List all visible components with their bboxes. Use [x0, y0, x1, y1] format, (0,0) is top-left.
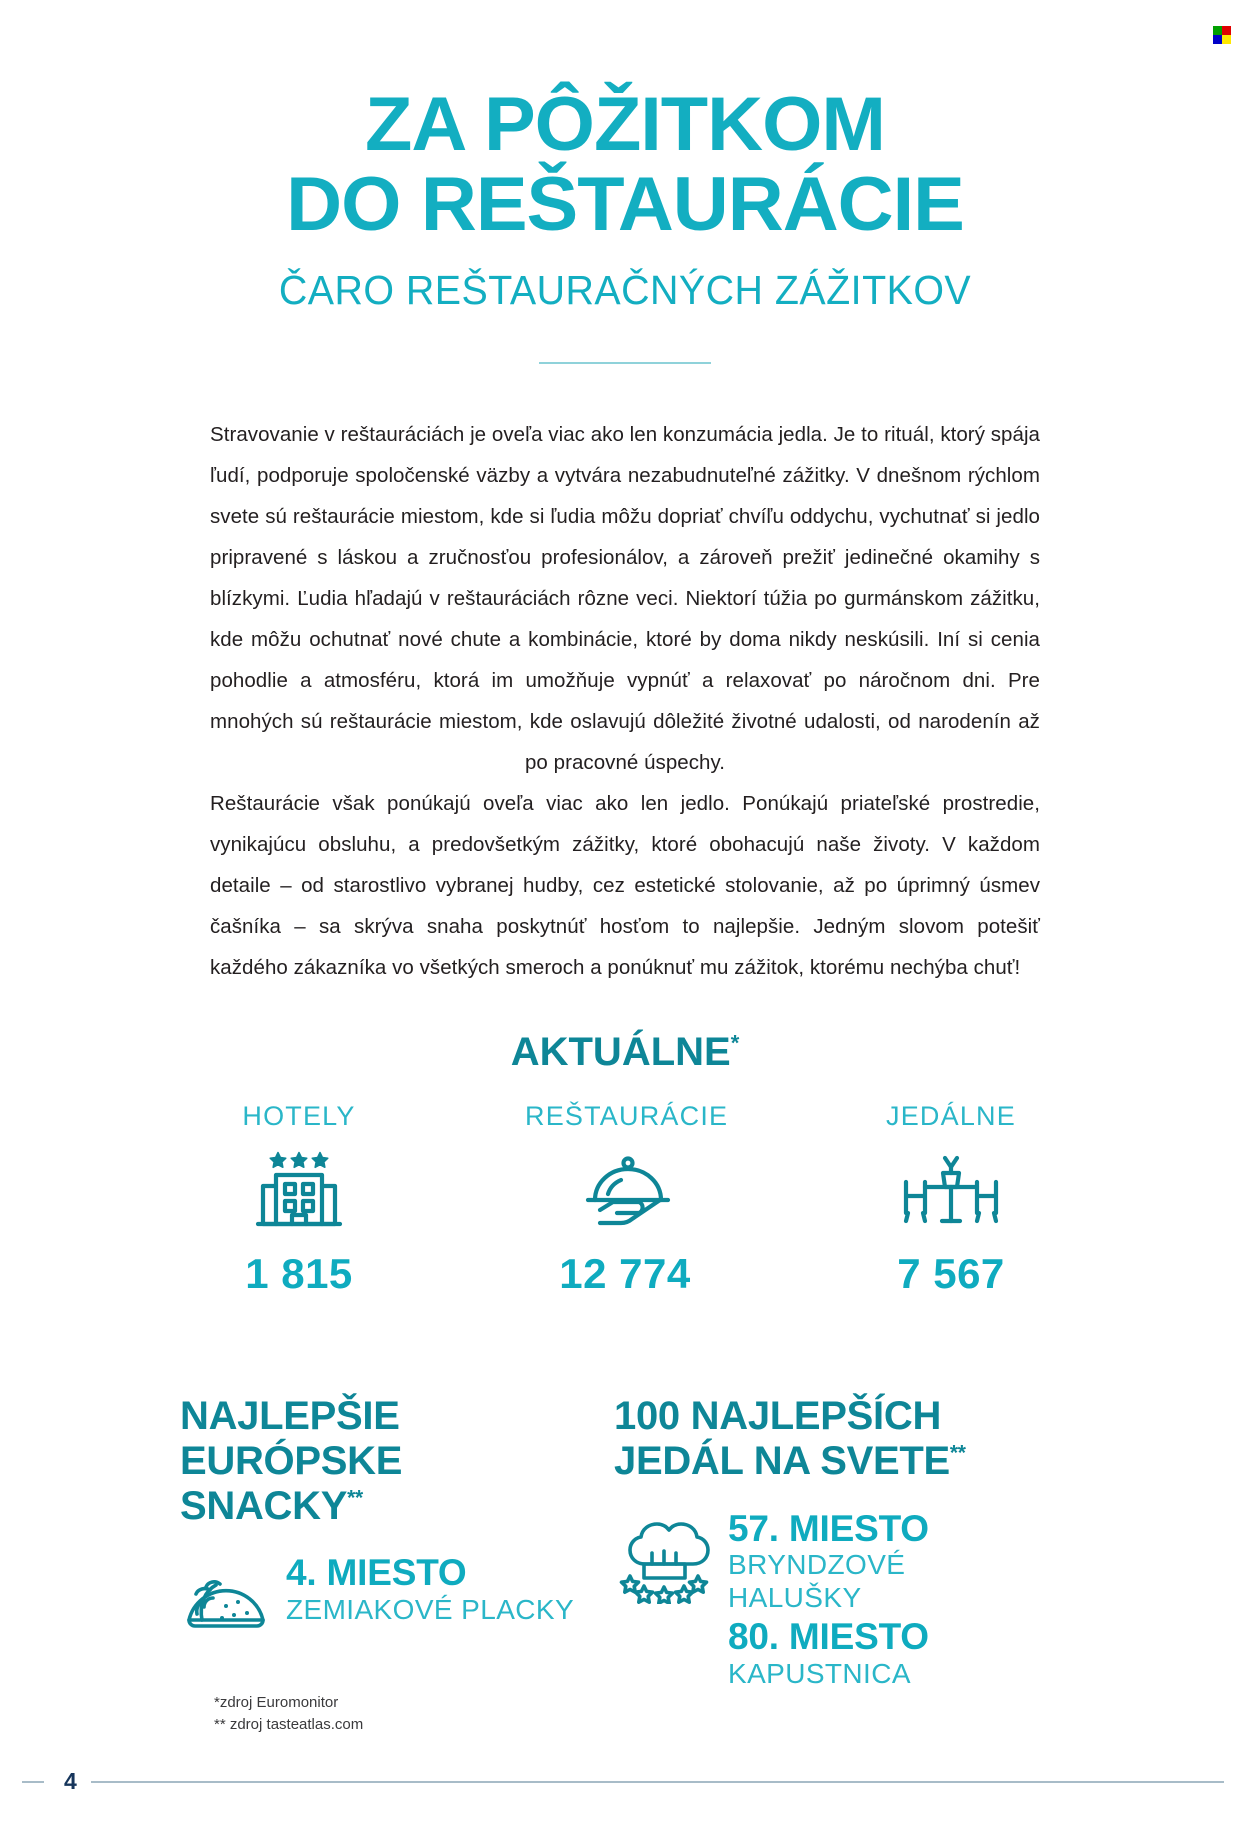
stat-restaurants-label: REŠTAURÁCIE — [525, 1100, 729, 1131]
award-1-entry-1-name: ZEMIAKOVÉ PLACKY — [286, 1594, 575, 1626]
body-paragraph-2: Reštaurácie však ponúkajú oveľa viac ako len jedlo. Ponúkajú priateľské prostredie, vynikajúcu obsluhu, a predovšetkým zážitky, ktoré obohacujú naše životy. V každom detaile – od starostlivo vybranej hudby, cez estetické stolovanie, až po úprimný úsmev čašníka – sa skrýva snaha poskytnúť hosťom to najlepšie. Jedným slovom potešiť každého zákazníka vo všetkých smeroch a ponúknuť mu zážitok, ktorému nechýba chuť! — [210, 791, 1040, 979]
headline-line-1: ZA PÔŽITKOM — [365, 82, 885, 167]
cloche-serving-tray-icon — [525, 1144, 725, 1240]
current-stats-section — [0, 1030, 1250, 1298]
award-2-entry-1-name: BRYNDZOVÉ HALUŠKY — [728, 1549, 906, 1614]
award-2-entry-2-place: 80. MIESTO — [728, 1616, 929, 1658]
award-2-entries — [728, 1507, 1014, 1695]
award-2-entry-2-name: KAPUSTNICA — [728, 1658, 911, 1690]
award-2-body — [614, 1507, 1014, 1695]
footnote-line-1: *zdroj Euromonitor — [214, 1694, 339, 1711]
award-1-entries — [286, 1554, 580, 1630]
footnotes — [214, 1692, 363, 1736]
footer-rule-right — [91, 1781, 1224, 1783]
divider-rule — [539, 362, 711, 364]
award-1-footnote-marker: ** — [347, 1486, 363, 1510]
stat-canteens-value: 7 567 — [897, 1249, 1005, 1297]
award-1-entry-1-place: 4. MIESTO — [286, 1552, 467, 1594]
stats-row — [0, 1101, 1250, 1298]
page-title — [0, 0, 1250, 248]
stat-restaurants — [525, 1100, 729, 1298]
award-1-body — [180, 1554, 580, 1639]
headline-line-2: DO REŠTAURÁCIE — [286, 162, 964, 248]
awards-section — [0, 1394, 1250, 1694]
current-stats-title — [0, 1030, 1250, 1075]
award-best-european-snacks — [180, 1394, 580, 1694]
award-2-footnote-marker: ** — [949, 1441, 966, 1465]
award-2-heading-line-2: JEDÁL NA SVETE — [614, 1438, 950, 1483]
current-stats-title-text: AKTUÁLNE — [510, 1029, 731, 1074]
stat-canteens-label: JEDÁLNE — [886, 1100, 1016, 1131]
stat-restaurants-value: 12 774 — [559, 1249, 691, 1297]
taco-icon — [180, 1554, 272, 1639]
page-footer — [0, 1768, 1250, 1795]
stat-hotels — [199, 1101, 399, 1298]
dining-table-chairs-icon — [851, 1144, 1051, 1240]
award-top-100-dishes — [614, 1394, 1014, 1694]
current-stats-title-footnote-marker: * — [730, 1030, 740, 1056]
page-number: 4 — [64, 1768, 77, 1794]
stat-canteens — [851, 1101, 1051, 1298]
award-2-heading-line-1: 100 NAJLEPŠÍCH — [614, 1393, 942, 1438]
award-1-heading-line-2: EURÓPSKE SNACKY — [180, 1438, 403, 1528]
page-subtitle: ČARO REŠTAURAČNÝCH ZÁŽITKOV — [278, 266, 972, 313]
stat-hotels-value: 1 815 — [245, 1249, 353, 1297]
award-2-heading — [614, 1394, 1014, 1484]
footnote-line-2: ** zdroj tasteatlas.com — [214, 1715, 364, 1733]
award-1-heading — [180, 1394, 580, 1528]
body-paragraph-1: Stravovanie v reštauráciách je oveľa viac ako len konzumácia jedla. Je to rituál, ktorý spája ľudí, podporuje spoločenské väzby a vytvára nezabudnuteľné zážitky. V dnešnom rýchlom svete sú reštaurácie miestom, kde si ľudia môžu dopriať chvíľu oddychu, vychutnať si jedlo pripravené s láskou a zručnosťou profesionálov, a zároveň prežiť jedinečné okamihy s blízkymi. Ľudia hľadajú v reštauráciách rôzne veci. Niektorí túžia po gurmánskom zážitku, kde môžu ochutnať nové chute a kombinácie, ktoré by doma nikdy neskúsili. Iní si cenia pohodlie a atmosféru, ktorá im umožňuje vypnúť a relaxovať po náročnom dni. Pre mnohých sú reštaurácie miestom, kde oslavujú dôležité životné udalosti, od narodenín až po pracovné úspechy. — [210, 422, 1040, 774]
hotel-building-icon — [199, 1144, 399, 1240]
award-2-entry-1-place: 57. MIESTO — [728, 1507, 929, 1549]
body-copy — [210, 414, 1040, 988]
award-1-heading-line-1: NAJLEPŠIE — [180, 1393, 400, 1438]
footer-rule-left — [22, 1781, 44, 1783]
stat-hotels-label: HOTELY — [242, 1100, 356, 1131]
chef-hat-stars-icon — [614, 1510, 714, 1609]
